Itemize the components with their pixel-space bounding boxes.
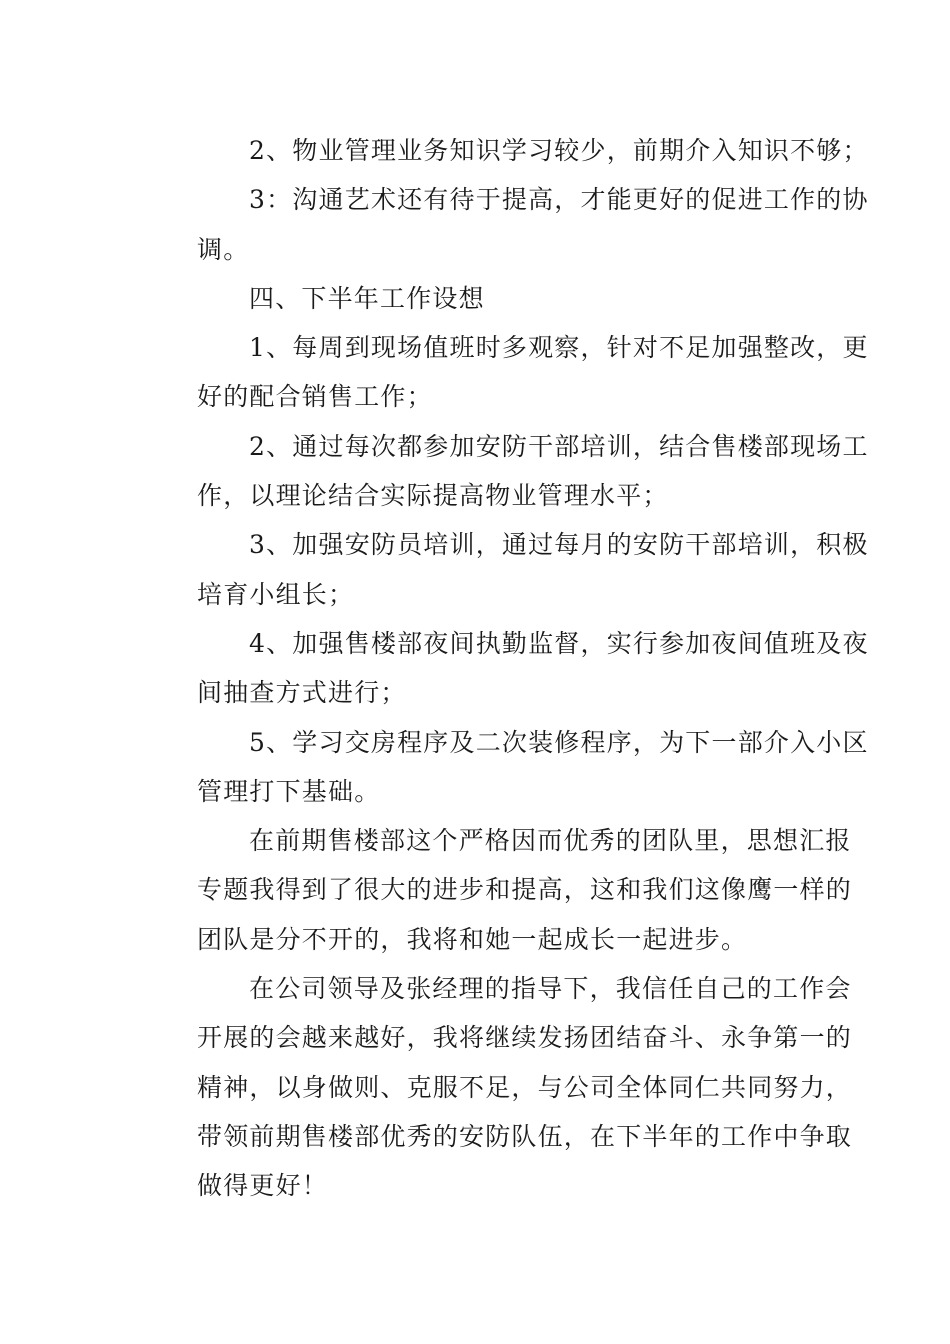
text-line: 团队是分不开的，我将和她一起成长一起进步。 [197,924,748,954]
paragraph-plan-2 [145,422,869,521]
text-line: 专题我得到了很大的进步和提高，这和我们这像鹰一样的 [197,875,853,905]
text-line: 做得更好！ [197,1171,329,1201]
paragraph-team [145,816,853,964]
text-line: 培育小组长； [197,579,355,609]
text-line: 1、每周到现场值班时多观察，针对不足加强整改，更 [249,333,869,363]
text-line: 在前期售楼部这个严格因而优秀的团队里，思想汇报 [249,826,852,856]
text-line: 作，以理论结合实际提高物业管理水平； [197,481,669,511]
paragraph-plan-3 [145,520,869,619]
text-line: 2、物业管理业务知识学习较少，前期介入知识不够； [249,136,869,165]
text-line: 间抽查方式进行； [197,678,407,708]
paragraph-plan-1 [145,323,869,422]
text-line: 四、下半年工作设想 [249,283,485,313]
paragraph-problem-3 [145,175,869,274]
text-line: 3：沟通艺术还有待于提高，才能更好的促进工作的协 [249,185,869,215]
paragraph-plan-4 [145,619,869,718]
text-line: 2、通过每次都参加安防干部培训，结合售楼部现场工 [249,431,869,461]
text-line: 5、学习交房程序及二次装修程序，为下一部介入小区 [249,727,869,757]
text-line: 带领前期售楼部优秀的安防队伍，在下半年的工作中争取 [197,1121,853,1151]
paragraph-plan-5 [145,718,869,817]
text-line: 精神，以身做则、克服不足，与公司全体同仁共同努力， [197,1072,853,1102]
text-line: 好的配合销售工作； [197,382,433,412]
text-line: 调。 [197,234,250,264]
text-line: 3、加强安防员培训，通过每月的安防干部培训，积极 [249,530,869,560]
text-line: 4、加强售楼部夜间执勤监督，实行参加夜间值班及夜 [249,628,869,658]
section-heading-plan [145,274,805,323]
text-line: 管理打下基础。 [197,776,381,806]
paragraph-problem-2 [145,126,869,175]
text-line: 在公司领导及张经理的指导下，我信任自己的工作会 [249,974,852,1004]
document-body [145,126,869,1211]
paragraph-closing [145,964,853,1210]
text-line: 开展的会越来越好，我将继续发扬团结奋斗、永争第一的 [197,1023,853,1053]
